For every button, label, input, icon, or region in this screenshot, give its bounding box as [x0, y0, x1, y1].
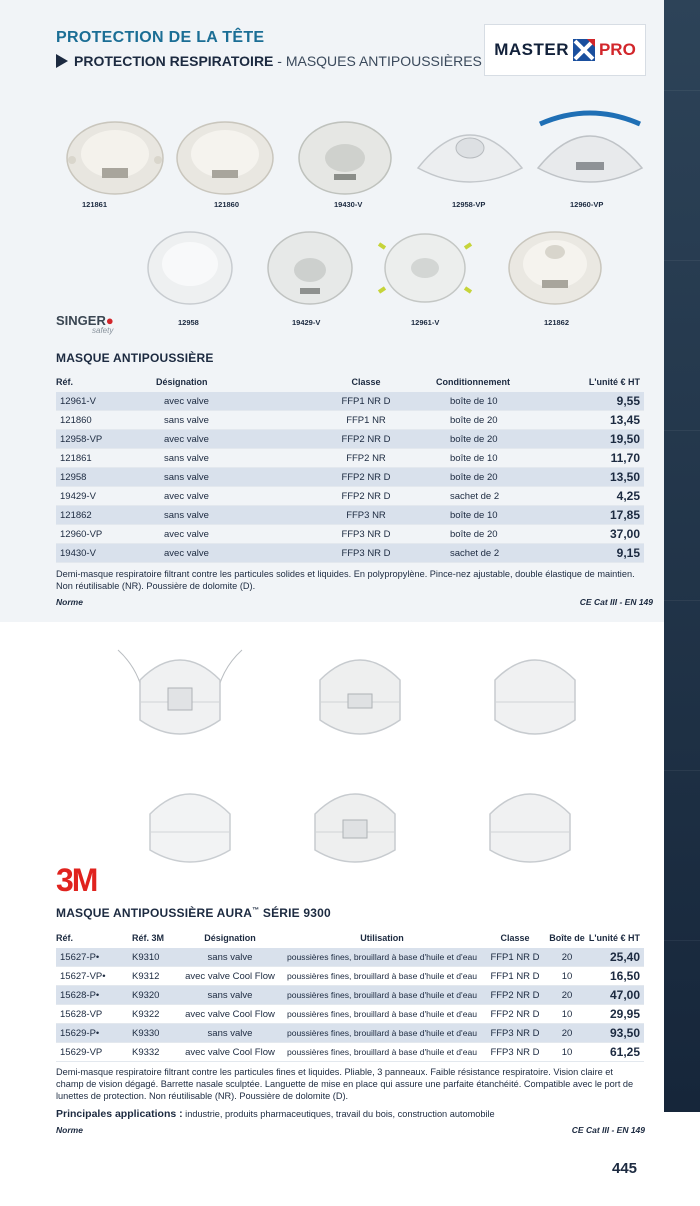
masterpro-logo-pro: PRO: [598, 40, 636, 59]
subcategory-detail: - MASQUES ANTIPOUSSIÈRES: [273, 53, 482, 69]
designation-cell: sans valve: [178, 1024, 282, 1043]
classe-cell: FFP1 NR D: [482, 948, 548, 967]
section2-price-table: [56, 928, 644, 1062]
conditionnement-cell: boîte de 10: [436, 449, 544, 468]
table-header-row: [56, 928, 644, 948]
designation-cell: avec valve: [156, 525, 296, 544]
price-cell: 25,40: [586, 948, 644, 967]
product-ref-caption: 19430-V: [334, 200, 363, 209]
table-row: [56, 986, 644, 1005]
ref-cell: 12958: [56, 468, 156, 487]
product-image-aura-9332: [460, 770, 600, 880]
table-row: [56, 1043, 644, 1062]
product-ref-caption: 12958: [178, 318, 199, 327]
col-header: Désignation: [156, 377, 208, 387]
table-row: [56, 525, 644, 544]
designation-cell: sans valve: [156, 411, 296, 430]
description-line: lunettes de protection. Non réutilisable (NR). Poussière de dolomite (D).: [56, 1091, 349, 1101]
classe-cell: FFP1 NR D: [296, 392, 436, 411]
designation-cell: sans valve: [178, 986, 282, 1005]
mask-image: [410, 108, 530, 198]
conditionnement-cell: boîte de 10: [436, 506, 544, 525]
price-cell: 61,25: [586, 1043, 644, 1062]
description-line: Demi-masque respiratoire filtrant contre les particules solides et liquides. En polypropylène. Pince-nez ajustable, double élastique de maintien.: [56, 569, 635, 579]
designation-cell: avec valve Cool Flow: [178, 967, 282, 986]
classe-cell: FFP2 NR D: [296, 487, 436, 506]
price-cell: 9,15: [544, 544, 644, 563]
utilisation-cell: poussières fines, brouillard à base d'huile et d'eau: [282, 1043, 482, 1062]
singer-logo-tag: safety: [92, 326, 114, 335]
table-row: [56, 449, 644, 468]
ref3m-cell: K9322: [132, 1005, 178, 1024]
section2-norme-label: Norme: [56, 1125, 83, 1135]
mask-image: [290, 108, 400, 198]
product-image-12961-v: [375, 218, 475, 330]
product-ref-caption: 19429-V: [292, 318, 321, 327]
classe-cell: FFP3 NR D: [482, 1024, 548, 1043]
ref-cell: 121860: [56, 411, 156, 430]
designation-cell: sans valve: [156, 468, 296, 487]
designation-cell: avec valve: [156, 487, 296, 506]
section2-description: [56, 1066, 656, 1102]
mask-image: [120, 770, 260, 880]
mask-image: [290, 640, 430, 750]
mask-image: [60, 108, 170, 198]
section2-applications: [56, 1108, 656, 1120]
ref-cell: 19429-V: [56, 487, 156, 506]
table-row: [56, 506, 644, 525]
conditionnement-cell: boîte de 20: [436, 411, 544, 430]
singer-safety-logo: [56, 313, 114, 335]
col-header: Désignation: [204, 933, 256, 943]
col-header: Utilisation: [360, 933, 404, 943]
table-header-row: [56, 372, 644, 392]
mask-image: [530, 104, 650, 198]
table-row: [56, 468, 644, 487]
subcategory-title: [56, 53, 482, 69]
price-cell: 29,95: [586, 1005, 644, 1024]
classe-cell: FFP2 NR D: [482, 1005, 548, 1024]
box-cell: 10: [548, 1005, 586, 1024]
price-cell: 13,45: [544, 411, 644, 430]
product-image-aura-9320: [110, 640, 250, 750]
product-image-19429-v: [260, 218, 360, 330]
price-cell: 9,55: [544, 392, 644, 411]
product-image-121862: [500, 218, 610, 330]
section2-title-tail: SÉRIE 9300: [259, 906, 331, 920]
table-row: [56, 1005, 644, 1024]
product-image-aura-9312: [285, 770, 425, 880]
ref-cell: 12958-VP: [56, 430, 156, 449]
col-header: Réf. 3M: [132, 933, 165, 943]
trademark-mark: ™: [252, 907, 260, 914]
table-row: [56, 948, 644, 967]
designation-cell: avec valve Cool Flow: [178, 1043, 282, 1062]
product-image-aura-9322: [290, 640, 430, 750]
utilisation-cell: poussières fines, brouillard à base d'huile et d'eau: [282, 1005, 482, 1024]
section1-title: MASQUE ANTIPOUSSIÈRE: [56, 351, 214, 365]
ref-cell: 15629-VP: [56, 1043, 132, 1062]
product-image-121860: [170, 108, 280, 208]
mask-image: [465, 640, 605, 750]
classe-cell: FFP2 NR D: [482, 986, 548, 1005]
conditionnement-cell: boîte de 10: [436, 392, 544, 411]
ref3m-cell: K9330: [132, 1024, 178, 1043]
ref-cell: 121862: [56, 506, 156, 525]
product-ref-caption: 121862: [544, 318, 570, 327]
product-ref-caption: 121860: [214, 200, 240, 209]
box-cell: 20: [548, 948, 586, 967]
product-ref-caption: 121861: [82, 200, 108, 209]
ref-cell: 121861: [56, 449, 156, 468]
col-header: Conditionnement: [436, 377, 510, 387]
mask-image: [460, 770, 600, 880]
description-line: Demi-masque respiratoire filtrant contre les particules fines et liquides. Pliable, 3 panneaux. Faible résistance respiratoire. Vision claire et: [56, 1067, 613, 1077]
classe-cell: FFP3 NR D: [482, 1043, 548, 1062]
price-cell: 17,85: [544, 506, 644, 525]
description-line: champ de vision dégagé. Barrette nasale sculptée. Languette de mise en place qui assure une parfaite étanchéité. Compatible avec le port de: [56, 1079, 634, 1089]
conditionnement-cell: boîte de 20: [436, 430, 544, 449]
mask-image: [140, 218, 240, 308]
masterpro-logo-master: MASTER: [494, 40, 569, 59]
ref3m-cell: K9310: [132, 948, 178, 967]
product-image-12958-vp: [410, 108, 530, 208]
ref3m-cell: K9320: [132, 986, 178, 1005]
price-cell: 19,50: [544, 430, 644, 449]
triangle-bullet-icon: [56, 54, 68, 68]
side-band: [664, 0, 700, 1112]
utilisation-cell: poussières fines, brouillard à base d'huile et d'eau: [282, 986, 482, 1005]
product-ref-caption: 12960-VP: [570, 200, 604, 209]
mask-image: [260, 218, 360, 308]
section2-title: [56, 906, 331, 920]
section1-norme-value: CE Cat III - EN 149: [579, 597, 653, 607]
col-header: L'unité € HT: [588, 377, 640, 387]
table-row: [56, 487, 644, 506]
price-cell: 37,00: [544, 525, 644, 544]
designation-cell: avec valve: [156, 544, 296, 563]
price-cell: 13,50: [544, 468, 644, 487]
price-cell: 47,00: [586, 986, 644, 1005]
product-image-aura-9330: [465, 640, 605, 750]
section1-norme-label: Norme: [56, 597, 83, 607]
utilisation-cell: poussières fines, brouillard à base d'huile et d'eau: [282, 948, 482, 967]
utilisation-cell: poussières fines, brouillard à base d'huile et d'eau: [282, 967, 482, 986]
box-cell: 20: [548, 1024, 586, 1043]
applications-text: industrie, produits pharmaceutiques, travail du bois, construction automobile: [182, 1109, 495, 1119]
classe-cell: FFP1 NR D: [482, 967, 548, 986]
product-image-121861: [60, 108, 170, 208]
product-image-aura-9310: [120, 770, 260, 880]
ref-cell: 15628-P•: [56, 986, 132, 1005]
ref-cell: 12961-V: [56, 392, 156, 411]
section1-price-table: [56, 372, 644, 563]
col-header: Réf.: [56, 933, 74, 943]
conditionnement-cell: boîte de 20: [436, 468, 544, 487]
price-cell: 16,50: [586, 967, 644, 986]
masterpro-logo: [484, 24, 646, 76]
mask-image: [500, 218, 610, 308]
ref-cell: 15628-VP: [56, 1005, 132, 1024]
designation-cell: avec valve: [156, 392, 296, 411]
section2-title-main: MASQUE ANTIPOUSSIÈRE AURA: [56, 906, 253, 920]
product-image-12958: [140, 218, 240, 330]
box-cell: 20: [548, 986, 586, 1005]
product-ref-caption: 12961-V: [411, 318, 440, 327]
price-cell: 4,25: [544, 487, 644, 506]
product-image-19430-v: [290, 108, 400, 208]
table-row: [56, 544, 644, 563]
mask-image: [375, 218, 475, 308]
singer-logo-mark-icon: ●: [105, 313, 114, 328]
classe-cell: FFP2 NR: [296, 449, 436, 468]
designation-cell: avec valve: [156, 430, 296, 449]
section2-norme-value: CE Cat III - EN 149: [571, 1125, 645, 1135]
masterpro-x-icon: [573, 39, 595, 61]
table-row: [56, 430, 644, 449]
mask-image: [285, 770, 425, 880]
designation-cell: sans valve: [156, 506, 296, 525]
price-cell: 93,50: [586, 1024, 644, 1043]
table-row: [56, 967, 644, 986]
box-cell: 10: [548, 1043, 586, 1062]
col-header: Classe: [351, 377, 381, 387]
price-cell: 11,70: [544, 449, 644, 468]
page-number: 445: [612, 1160, 638, 1177]
mask-image: [110, 640, 250, 750]
mask-image: [170, 108, 280, 198]
description-line: Non réutilisable (NR). Poussière de dolomite (D).: [56, 581, 256, 591]
conditionnement-cell: sachet de 2: [436, 487, 544, 506]
col-header: L'unité € HT: [588, 933, 640, 943]
singer-logo-name: SINGER: [56, 313, 106, 328]
subcategory-label: PROTECTION RESPIRATOIRE: [74, 53, 274, 69]
col-header: Classe: [500, 933, 530, 943]
utilisation-cell: poussières fines, brouillard à base d'huile et d'eau: [282, 1024, 482, 1043]
ref-cell: 12960-VP: [56, 525, 156, 544]
category-title: PROTECTION DE LA TÊTE: [56, 29, 265, 46]
table-row: [56, 411, 644, 430]
box-cell: 10: [548, 967, 586, 986]
table-row: [56, 1024, 644, 1043]
conditionnement-cell: sachet de 2: [436, 544, 544, 563]
ref3m-cell: K9312: [132, 967, 178, 986]
ref-cell: 15627-VP•: [56, 967, 132, 986]
classe-cell: FFP3 NR D: [296, 525, 436, 544]
applications-label: Principales applications :: [56, 1108, 183, 1120]
designation-cell: avec valve Cool Flow: [178, 1005, 282, 1024]
product-image-12960-vp: [530, 104, 650, 208]
classe-cell: FFP3 NR D: [296, 544, 436, 563]
col-header: Boîte de: [549, 933, 585, 943]
ref-cell: 15627-P•: [56, 948, 132, 967]
section1-description: [56, 568, 656, 592]
product-ref-caption: 12958-VP: [452, 200, 486, 209]
conditionnement-cell: boîte de 20: [436, 525, 544, 544]
designation-cell: sans valve: [156, 449, 296, 468]
ref-cell: 19430-V: [56, 544, 156, 563]
classe-cell: FFP2 NR D: [296, 468, 436, 487]
classe-cell: FFP1 NR: [296, 411, 436, 430]
classe-cell: FFP3 NR: [296, 506, 436, 525]
table-row: [56, 392, 644, 411]
col-header: Réf.: [56, 377, 74, 387]
designation-cell: sans valve: [178, 948, 282, 967]
classe-cell: FFP2 NR D: [296, 430, 436, 449]
ref-cell: 15629-P•: [56, 1024, 132, 1043]
ref3m-cell: K9332: [132, 1043, 178, 1062]
3m-logo: 3M: [56, 862, 97, 898]
